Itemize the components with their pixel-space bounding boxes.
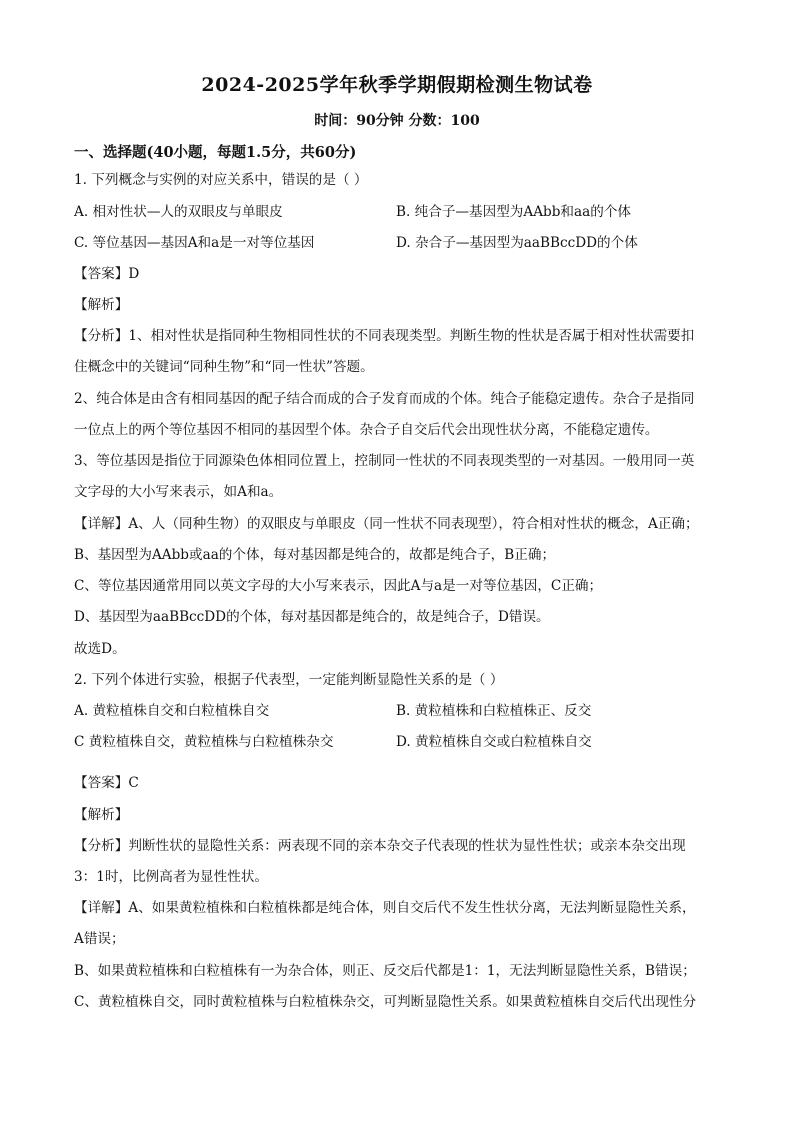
- question-1-analysis-label: 【解析】: [74, 297, 129, 313]
- question-1-option-b: B. 纯合子—基因型为AAbb和aa的个体: [396, 204, 632, 220]
- question-1-option-a: A. 相对性状—人的双眼皮与单眼皮: [74, 204, 283, 220]
- question-2-analysis-line: A错误；: [74, 931, 125, 947]
- question-2-option-c: C 黄粒植株自交，黄粒植株与白粒植株杂交: [74, 734, 334, 750]
- question-2-option-a: A. 黄粒植株自交和白粒植株自交: [74, 703, 270, 719]
- question-1-analysis-line: 【详解】A、人（同种生物）的双眼皮与单眼皮（同一性状不同表现型），符合相对性状的概念，A正确；: [74, 516, 699, 532]
- question-1-analysis-line: 住概念中的关键词“同种生物”和“同一性状”答题。: [74, 359, 374, 375]
- question-1-analysis-line: 【分析】1、相对性状是指同种生物相同性状的不同表现类型。判断生物的性状是否属于相对性状需要扣: [74, 328, 695, 344]
- question-2-analysis-line: 【分析】判断性状的显隐性关系：两表现不同的亲本杂交子代表现的性状为显性性状；或亲本杂交出现: [74, 838, 686, 854]
- question-1-analysis-line: C、等位基因通常用同以英文字母的大小写来表示，因此A与a是一对等位基因，C正确；: [74, 578, 603, 594]
- question-2-stem: 2. 下列个体进行实验，根据子代表型，一定能判断显隐性关系的是（ ）: [74, 672, 504, 688]
- exam-time-score: 时间：90分钟 分数：100: [314, 113, 480, 129]
- question-1-analysis-line: 故选D。: [74, 641, 126, 657]
- question-1-analysis-line: 文字母的大小写来表示，如A和a。: [74, 484, 283, 500]
- question-2-analysis-line: 3：1时，比例高者为显性性状。: [74, 869, 269, 885]
- question-2-option-b: B. 黄粒植株和白粒植株正、反交: [396, 703, 592, 719]
- question-1-option-c: C. 等位基因—基因A和a是一对等位基因: [74, 235, 315, 251]
- question-2-analysis-line: 【详解】A、如果黄粒植株和白粒植株都是纯合体，则自交后代不发生性状分离，无法判断显隐性关系，: [74, 900, 696, 916]
- question-2-analysis-line: C、黄粒植株自交，同时黄粒植株与白粒植株杂交，可判断显隐性关系。如果黄粒植株自交后代出现性分: [74, 994, 697, 1010]
- question-2-analysis-line: B、如果黄粒植株和白粒植株有一为杂合体，则正、反交后代都是1：1，无法判断显隐性关系，B错误；: [74, 963, 696, 979]
- question-1-analysis-line: 2、纯合体是由含有相同基因的配子结合而成的合子发育而成的个体。纯合子能稳定遗传。杂合子是指同: [74, 391, 695, 407]
- question-1-option-d: D. 杂合子—基因型为aaBBccDD的个体: [396, 235, 638, 251]
- question-1-analysis-line: D、基因型为aaBBccDD的个体，每对基因都是纯合的，故是纯合子，D错误。: [74, 609, 550, 625]
- question-2-analysis-label: 【解析】: [74, 807, 129, 823]
- page-title: 2024-2025学年秋季学期假期检测生物试卷: [201, 74, 593, 96]
- question-1-stem: 1. 下列概念与实例的对应关系中，错误的是（ ）: [74, 172, 368, 188]
- question-1-analysis-line: B、基因型为AAbb或aa的个体，每对基因都是纯合的，故都是纯合子，B正确；: [74, 547, 556, 563]
- section-heading: 一、选择题(40小题，每题1.5分，共60分): [74, 144, 357, 161]
- question-2-answer: 【答案】C: [74, 775, 139, 791]
- question-1-analysis-line: 一位点上的两个等位基因不相同的基因型个体。杂合子自交后代会出现性状分离，不能稳定遗传。: [74, 422, 659, 438]
- question-1-analysis-line: 3、等位基因是指位于同源染色体相同位置上，控制同一性状的不同表现类型的一对基因。一般用同一英: [74, 453, 695, 469]
- question-2-option-d: D. 黄粒植株自交或白粒植株自交: [396, 734, 592, 750]
- question-1-answer: 【答案】D: [74, 266, 140, 282]
